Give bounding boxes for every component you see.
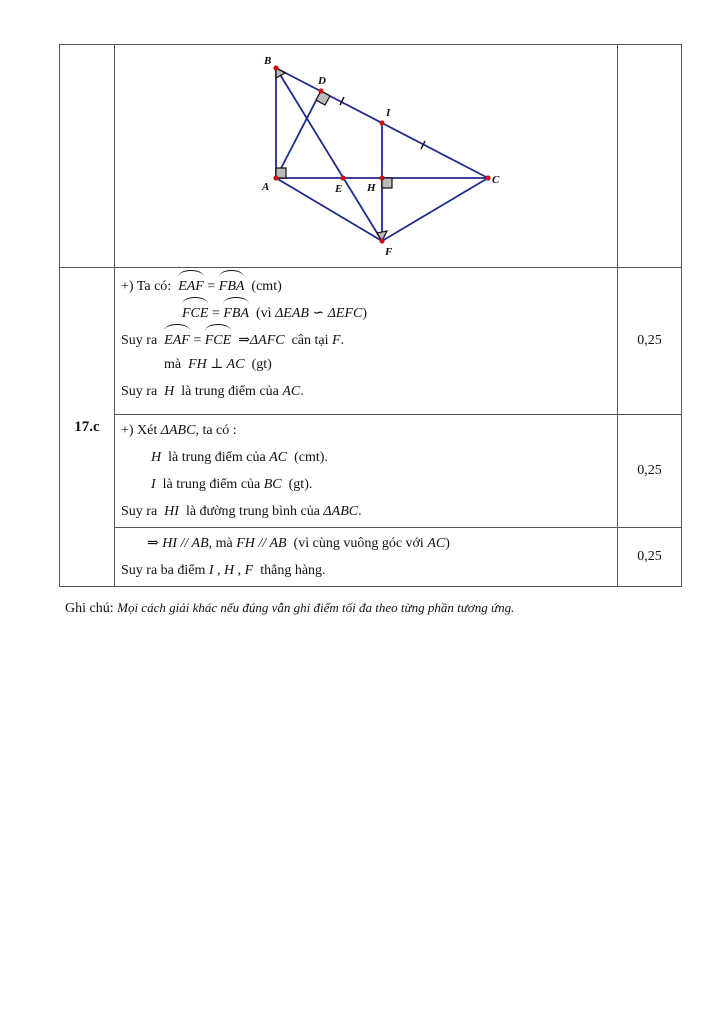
part2-row bbox=[60, 415, 682, 528]
figure-cell bbox=[115, 45, 618, 268]
footnote bbox=[65, 600, 514, 617]
geometry-figure bbox=[115, 45, 618, 267]
point-a bbox=[273, 175, 278, 180]
part2-score: 0,25 bbox=[618, 415, 682, 528]
part2-content bbox=[115, 415, 618, 528]
part1-line3: Suy ra EAF = FCE ⇒ΔAFC cân tại F. bbox=[121, 324, 617, 351]
part2-line4: Suy ra HI là đường trung bình của ΔABC. bbox=[121, 504, 362, 519]
part1-line4: mà FH ⊥ AC (gt) bbox=[164, 357, 272, 372]
part2-line3: I là trung điểm của BC (gt). bbox=[151, 477, 313, 492]
part1-row bbox=[60, 268, 682, 415]
part1-line1: +) Ta có: EAF = FBA (cmt) bbox=[121, 270, 617, 297]
part3-score: 0,25 bbox=[618, 528, 682, 587]
angle-eaf: EAF bbox=[178, 270, 204, 300]
figure-row bbox=[60, 45, 682, 268]
part2-line1: +) Xét ΔABC, ta có : bbox=[121, 423, 237, 438]
label-d: D bbox=[318, 75, 326, 87]
right-angle-d bbox=[316, 91, 330, 105]
part3-row bbox=[60, 528, 682, 587]
angle-fce: FCE bbox=[182, 297, 208, 327]
label-c: C bbox=[492, 174, 500, 186]
part3-content bbox=[115, 528, 618, 587]
label-h: H bbox=[367, 182, 376, 194]
part3-line2: Suy ra ba điểm I , H , F thẳng hàng. bbox=[121, 563, 326, 578]
segment-fc bbox=[382, 178, 488, 241]
part2-line2: H là trung điểm của AC (cmt). bbox=[151, 450, 328, 465]
right-angle-marks bbox=[276, 68, 392, 241]
part1-line2: FCE = FBA (vì ΔEAB ∽ ΔEFC) bbox=[121, 297, 617, 324]
figure-labels bbox=[261, 55, 500, 258]
part1-score: 0,25 bbox=[618, 268, 682, 415]
angle-fce-2: FCE bbox=[205, 324, 231, 354]
figure-lines bbox=[276, 68, 488, 241]
figure-empty-right bbox=[618, 45, 682, 268]
label-b: B bbox=[264, 55, 272, 67]
point-d bbox=[318, 88, 323, 93]
segment-bf bbox=[276, 68, 382, 241]
label-i: I bbox=[386, 107, 391, 119]
part1-line5: Suy ra H là trung điểm của AC. bbox=[121, 384, 304, 399]
angle-fba: FBA bbox=[219, 270, 245, 300]
footnote-text: Mọi cách giải khác nếu đúng vẫn ghi điểm tối đa theo từng phần tương ứng. bbox=[117, 600, 515, 615]
point-h bbox=[379, 175, 384, 180]
angle-eaf-2: EAF bbox=[164, 324, 190, 354]
label-e: E bbox=[335, 183, 343, 195]
figure-empty-left bbox=[60, 45, 115, 268]
part1-content bbox=[115, 268, 618, 415]
answer-table bbox=[59, 44, 682, 587]
label-f: F bbox=[385, 246, 393, 258]
point-c bbox=[485, 175, 490, 180]
footnote-label: Ghi chú: bbox=[65, 601, 114, 616]
point-i bbox=[379, 120, 384, 125]
point-f bbox=[379, 238, 384, 243]
angle-fba-2: FBA bbox=[223, 297, 249, 327]
part3-line1: ⇒ HI // AB, mà FH // AB (vì cùng vuông góc với AC) bbox=[147, 536, 450, 551]
question-number: 17.c bbox=[60, 268, 115, 587]
point-e bbox=[340, 175, 345, 180]
label-a: A bbox=[262, 181, 270, 193]
point-b bbox=[273, 65, 278, 70]
